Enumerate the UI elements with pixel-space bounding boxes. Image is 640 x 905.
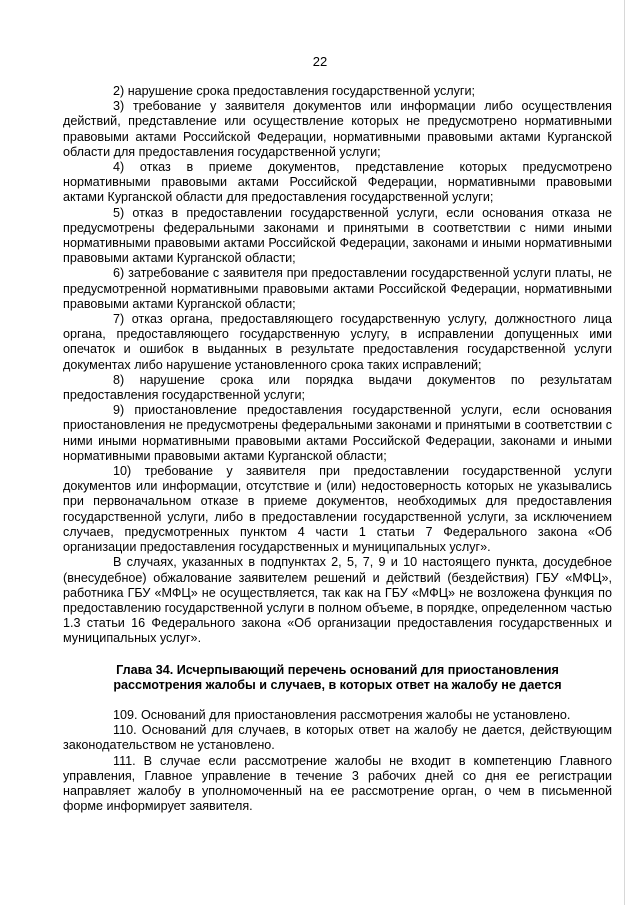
list-item-9: 9) приостановление предоставления государственной услуги, если основания приостановления не предусмотрены федеральными законами и принятыми в соответствии с ними иными нормативными правовыми актами Российской Федерации, законами и иными нормативными правовыми актами Курганской области; <box>63 403 612 463</box>
clause-109: 109. Оснований для приостановления рассмотрения жалобы не установлено. <box>113 707 571 722</box>
list-item-6: 6) затребование с заявителя при предоставлении государственной услуги платы, не предусмотренной нормативными правовыми актами Российской Федерации, нормативными правовыми актами Курганской области; <box>63 266 612 311</box>
list-item-8: 8) нарушение срока или порядка выдачи документов по результатам предоставления государственной услуги; <box>63 372 612 403</box>
clause-110: 110. Оснований для случаев, в которых ответ на жалобу не дается, действующим законодательством не установлено. <box>63 723 612 753</box>
list-item-5: 5) отказ в предоставлении государственной услуги, если основания отказа не предусмотрены федеральными законами и принятыми в соответствии с ними иными нормативными правовыми актами Российской Федерации, законами и иными нормативными правовыми актами Курганской области; <box>63 205 612 266</box>
page-number: 22 <box>312 54 328 69</box>
list-item-2: 2) нарушение срока предоставления государственной услуги; <box>113 84 476 98</box>
cases-paragraph: В случаях, указанных в подпунктах 2, 5, 7, 9 и 10 настоящего пункта, досудебное (внесудебное) обжалование заявителем решений и действий (бездействия) ГБУ «МФЦ», работника ГБУ «МФЦ» не осуществляется, так как на ГБУ «МФЦ» не возложена функция по предоставлению государственной услуги в полном объеме, в порядке, определенном частью 1.3 статьи 16 Федерального закона «Об организации предоставления государственных и муниципальных услуг». <box>63 555 612 646</box>
scan-edge-line <box>624 0 625 905</box>
chapter-title-line-1: Глава 34. Исчерпывающий перечень оснований для приостановления <box>116 662 559 677</box>
list-item-3: 3) требование у заявителя документов или информации либо осуществления действий, представление или осуществление которых не предусмотрено нормативными правовыми актами Российской Федерации, нормативными правовыми актами Курганской области для предоставления государственной услуги; <box>63 99 612 159</box>
document-body <box>63 84 612 814</box>
list-item-7: 7) отказ органа, предоставляющего государственную услугу, должностного лица органа, предоставляющего государственную услугу, в исправлении допущенных ими опечаток и ошибок в выданных в результате предоставления государственной услуги документах либо нарушение установленного срока таких исправлений; <box>63 312 612 372</box>
list-item-4: 4) отказ в приеме документов, представление которых предусмотрено нормативными правовыми актами Российской Федерации, нормативными правовыми актами Курганской области для предоставления государственной услуги; <box>63 160 612 205</box>
list-item-10: 10) требование у заявителя при предоставлении государственной услуги документов или информации, отсутствие и (или) недостоверность которых не указывались при первоначальном отказе в приеме документов, необходимых для предоставления государственной услуги, либо в предоставлении государственной услуги, за исключением случаев, предусмотренных пунктом 4 части 1 статьи 7 Федерального закона «Об организации предоставления государственных и муниципальных услуг». <box>63 464 612 555</box>
clause-111: 111. В случае если рассмотрение жалобы не входит в компетенцию Главного управления, Главное управление в течение 3 рабочих дней со дня ее регистрации направляет жалобу в уполномоченный на ее рассмотрение орган, о чем в письменной форме информирует заявителя. <box>63 753 612 814</box>
chapter-title-line-2: рассмотрения жалобы и случаев, в которых ответ на жалобу не дается <box>113 677 562 692</box>
